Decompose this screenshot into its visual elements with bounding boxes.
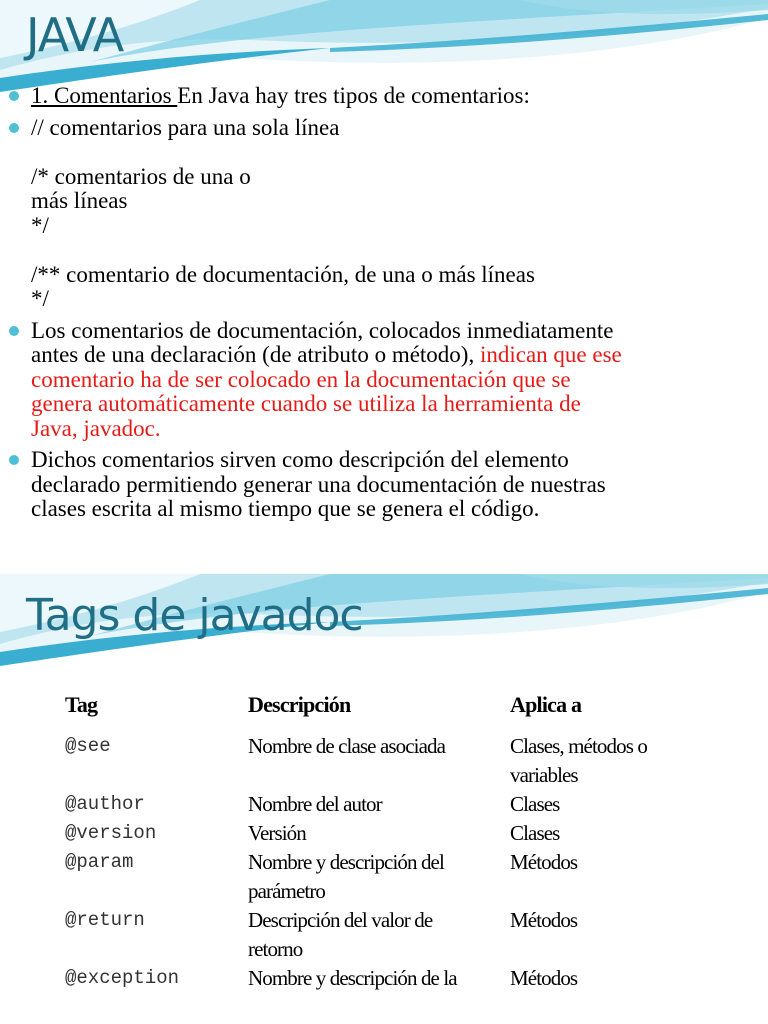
tag-cell: @see [65,735,111,757]
slide-separator [0,560,768,574]
comment-line: */ [31,212,49,238]
column-header-descripcion: Descripción [248,692,351,717]
applies-cell: Métodos [510,908,578,932]
highlight-text: Java, javadoc. [31,415,161,441]
tag-cell: @version [65,822,157,844]
description-cell: Nombre de clase asociada [248,734,446,758]
table-row [57,819,710,848]
bullet-item [8,319,753,442]
tag-cell: @author [65,793,145,815]
slide-title: JAVA [26,8,124,62]
comentarios-heading: 1. Comentarios [31,83,178,108]
applies-cell: Clases [510,792,560,816]
slide-title: Tags de javadoc [26,590,363,641]
comment-line: /* comentarios de una o [31,163,251,189]
tag-cell: @exception [65,967,180,989]
description-cell: Nombre del autor [248,792,382,816]
table-row [57,790,710,819]
bullet-item: 1. Comentarios En Java hay tres tipos de comentarios: [8,84,753,109]
bullet-dot-icon [9,326,19,336]
applies-cell: Clases, métodos o variables [510,734,647,787]
highlight-text: comentario ha de ser colocado en la documentación que se [31,366,571,392]
highlight-text: genera automáticamente cuando se utiliza la herramienta de [31,391,581,416]
text-line: declarado permitiendo generar una documentación de nuestras [31,471,606,497]
tag-cell: @return [65,909,145,931]
bullet-list [8,84,753,522]
slide-javadoc-tags [0,574,768,1024]
text-line: Los comentarios de documentación, colocados inmediatamente [31,317,614,343]
column-header-tag: Tag [65,692,98,717]
bullet-dot-icon [9,91,19,101]
bullet-item [8,116,753,312]
text-line: antes de una declaración (de atributo o método), [31,342,480,367]
comment-line: más líneas [31,188,128,213]
bullet-dot-icon [9,455,19,465]
applies-cell: Clases [510,821,560,845]
text-line: Dichos comentarios sirven como descripción del elemento [31,447,569,472]
table-row [57,906,710,964]
comment-line: /** comentario de documentación, de una o más líneas [31,261,535,287]
comment-line: // comentarios para una sola línea [31,114,340,140]
table-row [57,848,710,906]
description-cell: Nombre y descripción de la [248,966,457,990]
table-header-row [57,692,710,732]
bullet-item [8,448,753,522]
table-row [57,732,710,790]
description-cell: Descripción del valor de retorno [248,908,433,961]
tag-cell: @param [65,851,134,873]
applies-cell: Métodos [510,850,578,874]
highlight-text: indican que ese [479,342,622,367]
description-cell: Versión [248,821,306,845]
javadoc-tags-table [57,692,710,993]
applies-cell: Métodos [510,966,578,990]
column-header-aplica: Aplica a [510,692,582,717]
table-row [57,964,710,993]
comment-line: */ [31,286,49,311]
bullet-dot-icon [9,123,19,133]
text-line: clases escrita al mismo tiempo que se genera el código. [31,496,540,521]
description-cell: Nombre y descripción del parámetro [248,850,444,903]
